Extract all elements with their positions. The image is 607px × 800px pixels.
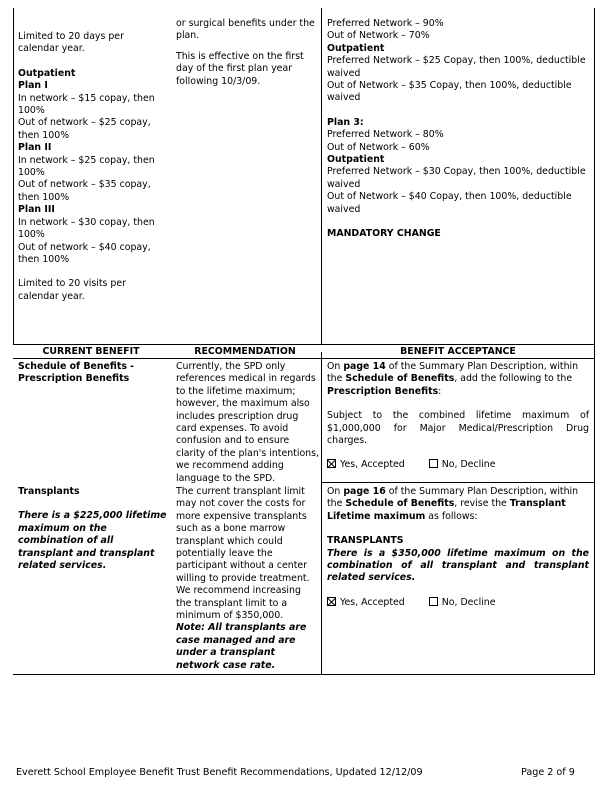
row2-yes-label: Yes, Accepted	[340, 596, 405, 608]
row1-acceptance-options	[327, 459, 589, 471]
top-current-benefit-cell	[18, 31, 166, 303]
row1-subject-text: Subject to the combined lifetime maximum of $1,000,000 for Major Medical/Prescription Drug charges.	[327, 410, 589, 447]
row2-recommendation	[176, 486, 319, 672]
outpatient-heading-2: Outpatient	[327, 154, 385, 166]
header-current-benefit: CURRENT BENEFIT	[42, 346, 140, 357]
table-bottom-border	[13, 674, 595, 675]
outpatient-heading: Outpatient	[18, 67, 76, 79]
row1-bottom-border	[321, 482, 595, 483]
out-60-text: Out of Network – 60%	[327, 141, 430, 153]
row2-acceptance-instruction: On page 16 of the Summary Plan Description, within the Schedule of Benefits, revise the Transplant Lifetime maximum as follows:	[327, 486, 579, 522]
preferred-copay-25-text: Preferred Network – $25 Copay, then 100%, deductible waived	[327, 55, 586, 79]
row1-acceptance	[327, 361, 589, 472]
header-benefit-acceptance: BENEFIT ACCEPTANCE	[400, 346, 516, 357]
outpatient-heading-1: Outpatient	[327, 42, 385, 54]
top-left-border	[13, 8, 14, 344]
header-bottom-border	[13, 358, 595, 359]
row1-yes-label: Yes, Accepted	[340, 459, 405, 471]
plan3-heading: Plan III	[18, 204, 55, 216]
plan3-out-network: Out of network – $40 copay, then 100%	[18, 241, 151, 265]
row1-current-benefit: Schedule of Benefits - Prescription Benefits	[18, 361, 135, 385]
out-copay-40-text: Out of Network – $40 Copay, then 100%, deductible waived	[327, 191, 572, 215]
plan3-heading: Plan 3:	[327, 116, 364, 128]
preferred-90-text: Preferred Network – 90%	[327, 18, 444, 29]
row2-no-checkbox[interactable]	[429, 597, 438, 606]
row1-yes-checkbox[interactable]	[327, 459, 336, 468]
row1-no-checkbox[interactable]	[429, 459, 438, 468]
plan1-in-network: In network – $15 copay, then 100%	[18, 92, 155, 117]
limit-days-text: Limited to 20 days per calendar year.	[18, 31, 124, 55]
plan1-out-network: Out of network – $25 copay, then 100%	[18, 117, 151, 141]
plan2-heading: Plan II	[18, 142, 52, 154]
right-border	[594, 8, 595, 674]
out-70-text: Out of Network – 70%	[327, 30, 430, 42]
surgical-benefits-text: or surgical benefits under the plan.	[176, 18, 315, 42]
plan2-out-network: Out of network – $35 copay, then 100%	[18, 179, 151, 203]
row2-yes-checkbox[interactable]	[327, 597, 336, 606]
footer-title: Everett School Employee Benefit Trust Benefit Recommendations, Updated 12/12/09	[16, 767, 423, 778]
col3-left-border	[321, 352, 322, 674]
header-recommendation: RECOMMENDATION	[194, 346, 296, 357]
transplant-note: Note: All transplants are case managed and are under a transplant network case rate.	[176, 622, 307, 671]
transplant-recommendation-text: The current transplant limit may not cover the costs for more expensive transplants such as a bone marrow transplant which could potentially leave the participant without a center willing to provide treatment. We recommend increasing the transplant limit to a minimum of $350,000.	[176, 486, 310, 622]
out-copay-35-text: Out of Network – $35 Copay, then 100%, deductible waived	[327, 80, 572, 104]
row1-no-label: No, Decline	[441, 459, 496, 471]
transplant-current-limit: There is a $225,000 lifetime maximum on the combination of all transplant and transplant related services.	[18, 510, 167, 572]
row1-recommendation: Currently, the SPD only references medical in regards to the lifetime maximum; however, the maximum also includes prescription drug card expenses. To avoid confusion and to ensure clarity of the plan's intentions, we recommend adding language to the SPD.	[176, 361, 319, 484]
plan1-heading: Plan I	[18, 80, 48, 92]
transplant-new-limit: There is a $350,000 lifetime maximum on the combination of all transplant and transplant related services.	[327, 547, 589, 584]
row1-acceptance-instruction: On page 14 of the Summary Plan Description, within the Schedule of Benefits, add the following to the Prescription Benefits:	[327, 361, 579, 397]
limit-visits-text: Limited to 20 visits per calendar year.	[18, 278, 126, 302]
row2-acceptance-options	[327, 597, 589, 609]
top-section-bottom-border	[13, 344, 595, 345]
effective-date-text: This is effective on the first day of the first plan year following 10/3/09.	[176, 50, 304, 87]
row2-no-label: No, Decline	[441, 596, 496, 608]
top-recommendation-cell	[176, 18, 319, 88]
mandatory-change-label: MANDATORY CHANGE	[327, 228, 441, 240]
top-acceptance-cell	[327, 18, 589, 241]
plan2-in-network: In network – $25 copay, then 100%	[18, 154, 155, 179]
transplants-title: Transplants	[18, 486, 80, 497]
page-number: Page 2 of 9	[521, 767, 575, 778]
top-mid-border	[321, 8, 322, 344]
row2-acceptance	[327, 486, 589, 609]
preferred-80-text: Preferred Network – 80%	[327, 129, 444, 141]
plan3-in-network: In network – $30 copay, then 100%	[18, 216, 155, 241]
transplants-heading: TRANSPLANTS	[327, 535, 404, 547]
preferred-copay-30-text: Preferred Network – $30 Copay, then 100%, deductible waived	[327, 166, 586, 190]
row2-current-benefit	[18, 486, 168, 572]
